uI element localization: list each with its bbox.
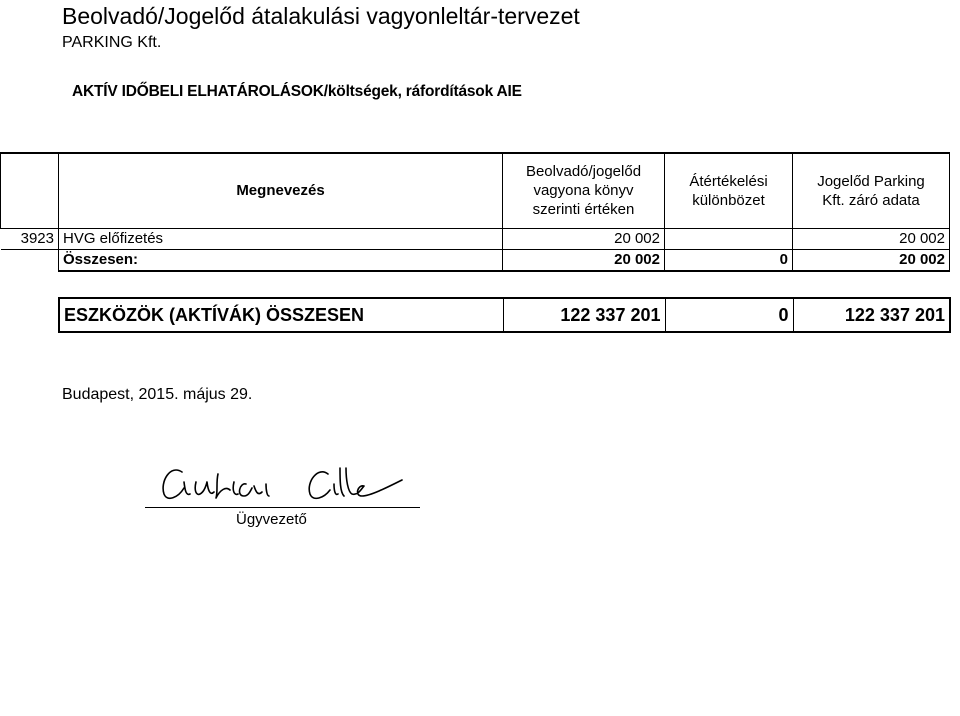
subtotal-revaluation: 0 xyxy=(665,249,793,271)
header-name: Megnevezés xyxy=(59,153,503,228)
grand-total-label: ESZKÖZÖK (AKTÍVÁK) ÖSSZESEN xyxy=(59,298,503,332)
document-title: Beolvadó/Jogelőd átalakulási vagyonleltár-tervezet xyxy=(62,3,580,29)
grand-total-table xyxy=(58,297,951,333)
subtotal-row xyxy=(1,249,950,271)
header-successor-line-2: Kft. záró adata xyxy=(822,191,920,209)
row-book-value: 20 002 xyxy=(503,228,665,249)
inventory-table xyxy=(0,152,950,272)
grand-total-row xyxy=(59,298,950,332)
subtotal-label: Összesen: xyxy=(59,249,503,271)
grand-total-revaluation: 0 xyxy=(665,298,793,332)
header-book-value xyxy=(503,153,665,228)
header-code-cell xyxy=(1,153,59,228)
row-revaluation xyxy=(665,228,793,249)
section-title: AKTÍV IDŐBELI ELHATÁROLÁSOK/költségek, ráfordítások AIE xyxy=(72,83,522,100)
header-revaluation xyxy=(665,153,793,228)
handwritten-signature xyxy=(150,452,420,512)
header-successor-line-1: Jogelőd Parking xyxy=(817,172,925,190)
place-and-date: Budapest, 2015. május 29. xyxy=(62,386,253,403)
subtotal-successor: 20 002 xyxy=(793,249,950,271)
signature-line xyxy=(145,507,420,508)
header-revaluation-line-1: Átértékelési xyxy=(689,172,768,190)
company-name: PARKING Kft. xyxy=(62,34,162,51)
subtotal-code-cell xyxy=(1,249,59,271)
signature-role: Ügyvezető xyxy=(236,511,307,528)
grand-total-successor: 122 337 201 xyxy=(793,298,950,332)
table-header-row xyxy=(1,153,950,228)
header-book-value-line-1: Beolvadó/jogelőd xyxy=(525,163,642,181)
header-successor xyxy=(793,153,950,228)
header-book-value-line-2: vagyona könyv xyxy=(533,182,634,200)
row-code: 3923 xyxy=(1,228,59,249)
row-name: HVG előfizetés xyxy=(59,228,503,249)
subtotal-book-value: 20 002 xyxy=(503,249,665,271)
row-successor: 20 002 xyxy=(793,228,950,249)
grand-total-book-value: 122 337 201 xyxy=(503,298,665,332)
header-book-value-line-3: szerinti értéken xyxy=(532,201,635,219)
header-revaluation-line-2: különbözet xyxy=(692,191,765,209)
table-row xyxy=(1,228,950,249)
